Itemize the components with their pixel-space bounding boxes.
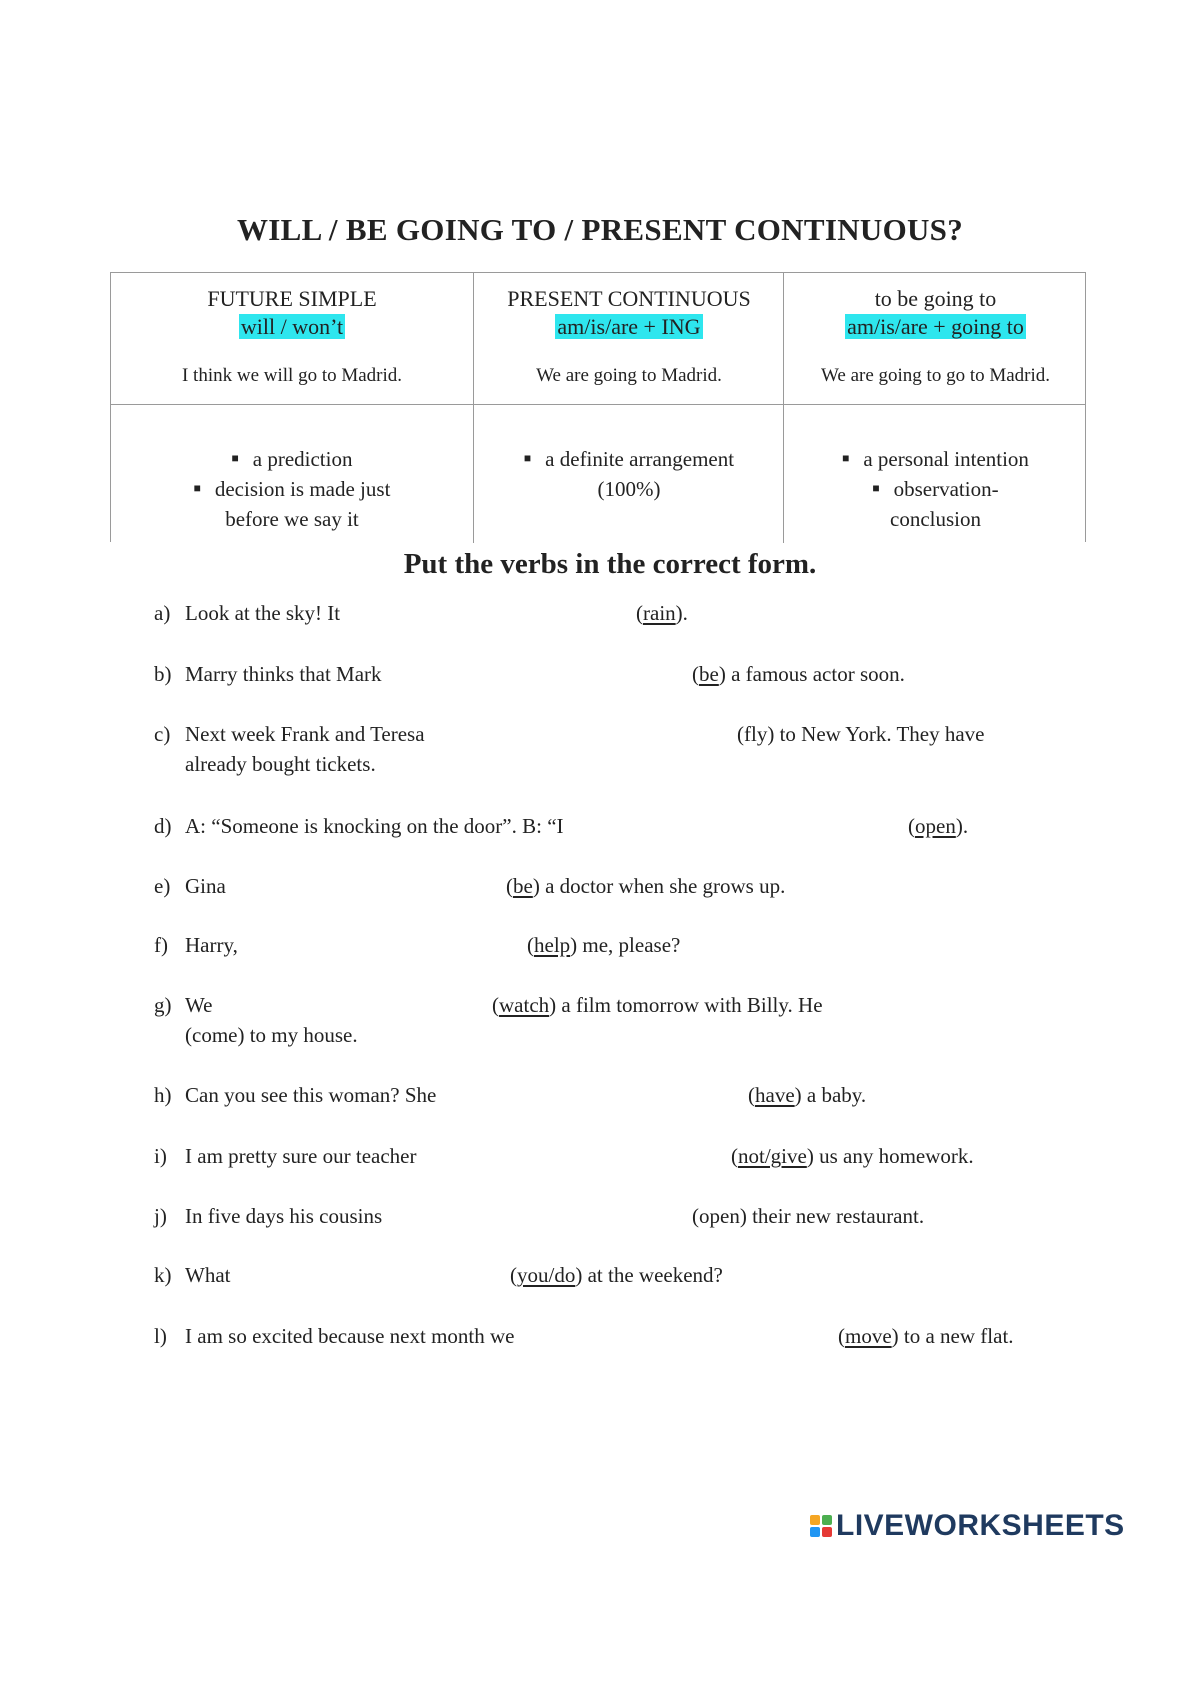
- exercise-title: Put the verbs in the correct form.: [403, 548, 817, 580]
- column-form: will / won’t: [240, 314, 344, 339]
- column-uses: ■ a prediction ■ decision is made just before we say it: [111, 445, 473, 533]
- column-future-simple: [111, 273, 473, 543]
- grammar-table: [110, 272, 1086, 542]
- column-going-to: [783, 273, 1087, 543]
- verb-hint: (open) their new restaurant.: [692, 1204, 925, 1228]
- exercise-text: Gina: [185, 874, 226, 898]
- logo-icon: [810, 1515, 832, 1537]
- verb-hint: (rain).: [636, 601, 688, 625]
- exercise-text: A: “Someone is knocking on the door”. B: “I: [185, 814, 564, 838]
- verb-hint: (move) to a new flat.: [838, 1324, 1014, 1348]
- exercise-text: Marry thinks that Mark: [185, 662, 382, 686]
- bullet-icon: ■: [872, 481, 880, 496]
- verb-hint: (have) a baby.: [748, 1083, 867, 1107]
- column-name: FUTURE SIMPLE: [207, 286, 377, 311]
- verb-hint: (open).: [908, 814, 969, 838]
- bullet-icon: ■: [193, 481, 201, 496]
- exercise-text: Look at the sky! It: [185, 601, 341, 625]
- column-present-continuous: [473, 273, 784, 543]
- column-form: am/is/are + ING: [557, 314, 701, 339]
- bullet-icon: ■: [523, 451, 532, 466]
- column-name: to be going to: [874, 286, 997, 311]
- verb-hint: (be) a doctor when she grows up.: [506, 874, 786, 898]
- exercise-text: Can you see this woman? She: [185, 1083, 437, 1107]
- verb-hint: (not/give) us any homework.: [731, 1144, 974, 1168]
- verb-hint: (help) me, please?: [527, 933, 681, 957]
- column-uses: ■ a definite arrangement (100%): [474, 445, 784, 503]
- exercise-text: I am so excited because next month we: [185, 1324, 515, 1348]
- exercise-text: Harry,: [185, 933, 238, 957]
- exercise-text: I am pretty sure our teacher: [185, 1144, 417, 1168]
- exercise-text: Next week Frank and Teresa: [185, 722, 425, 746]
- column-example: I think we will go to Madrid.: [181, 365, 403, 386]
- liveworksheets-logo: [810, 1508, 1125, 1544]
- exercise-text: What: [185, 1263, 231, 1287]
- page-title: WILL / BE GOING TO / PRESENT CONTINUOUS?: [236, 212, 964, 247]
- column-example: We are going to go to Madrid.: [820, 365, 1051, 386]
- column-example: We are going to Madrid.: [536, 365, 722, 386]
- verb-hint: (fly) to New York. They have: [737, 722, 985, 746]
- verb-hint: (be) a famous actor soon.: [692, 662, 905, 686]
- column-name: PRESENT CONTINUOUS: [507, 286, 751, 311]
- column-form: am/is/are + going to: [847, 314, 1024, 339]
- exercise-text-line2: (come) to my house.: [185, 1023, 358, 1047]
- bullet-icon: ■: [231, 451, 239, 466]
- exercise-text: We: [185, 993, 213, 1017]
- verb-hint: (you/do) at the weekend?: [510, 1263, 723, 1287]
- bullet-icon: ■: [842, 451, 850, 466]
- logo-text: LIVEWORKSHEETS: [836, 1509, 1125, 1542]
- column-uses: ■ a personal intention ■ observation- conclusion: [784, 445, 1087, 533]
- exercise-text-line2: already bought tickets.: [185, 752, 376, 776]
- exercise-text: In five days his cousins: [185, 1204, 383, 1228]
- verb-hint: (watch) a film tomorrow with Billy. He: [492, 993, 823, 1017]
